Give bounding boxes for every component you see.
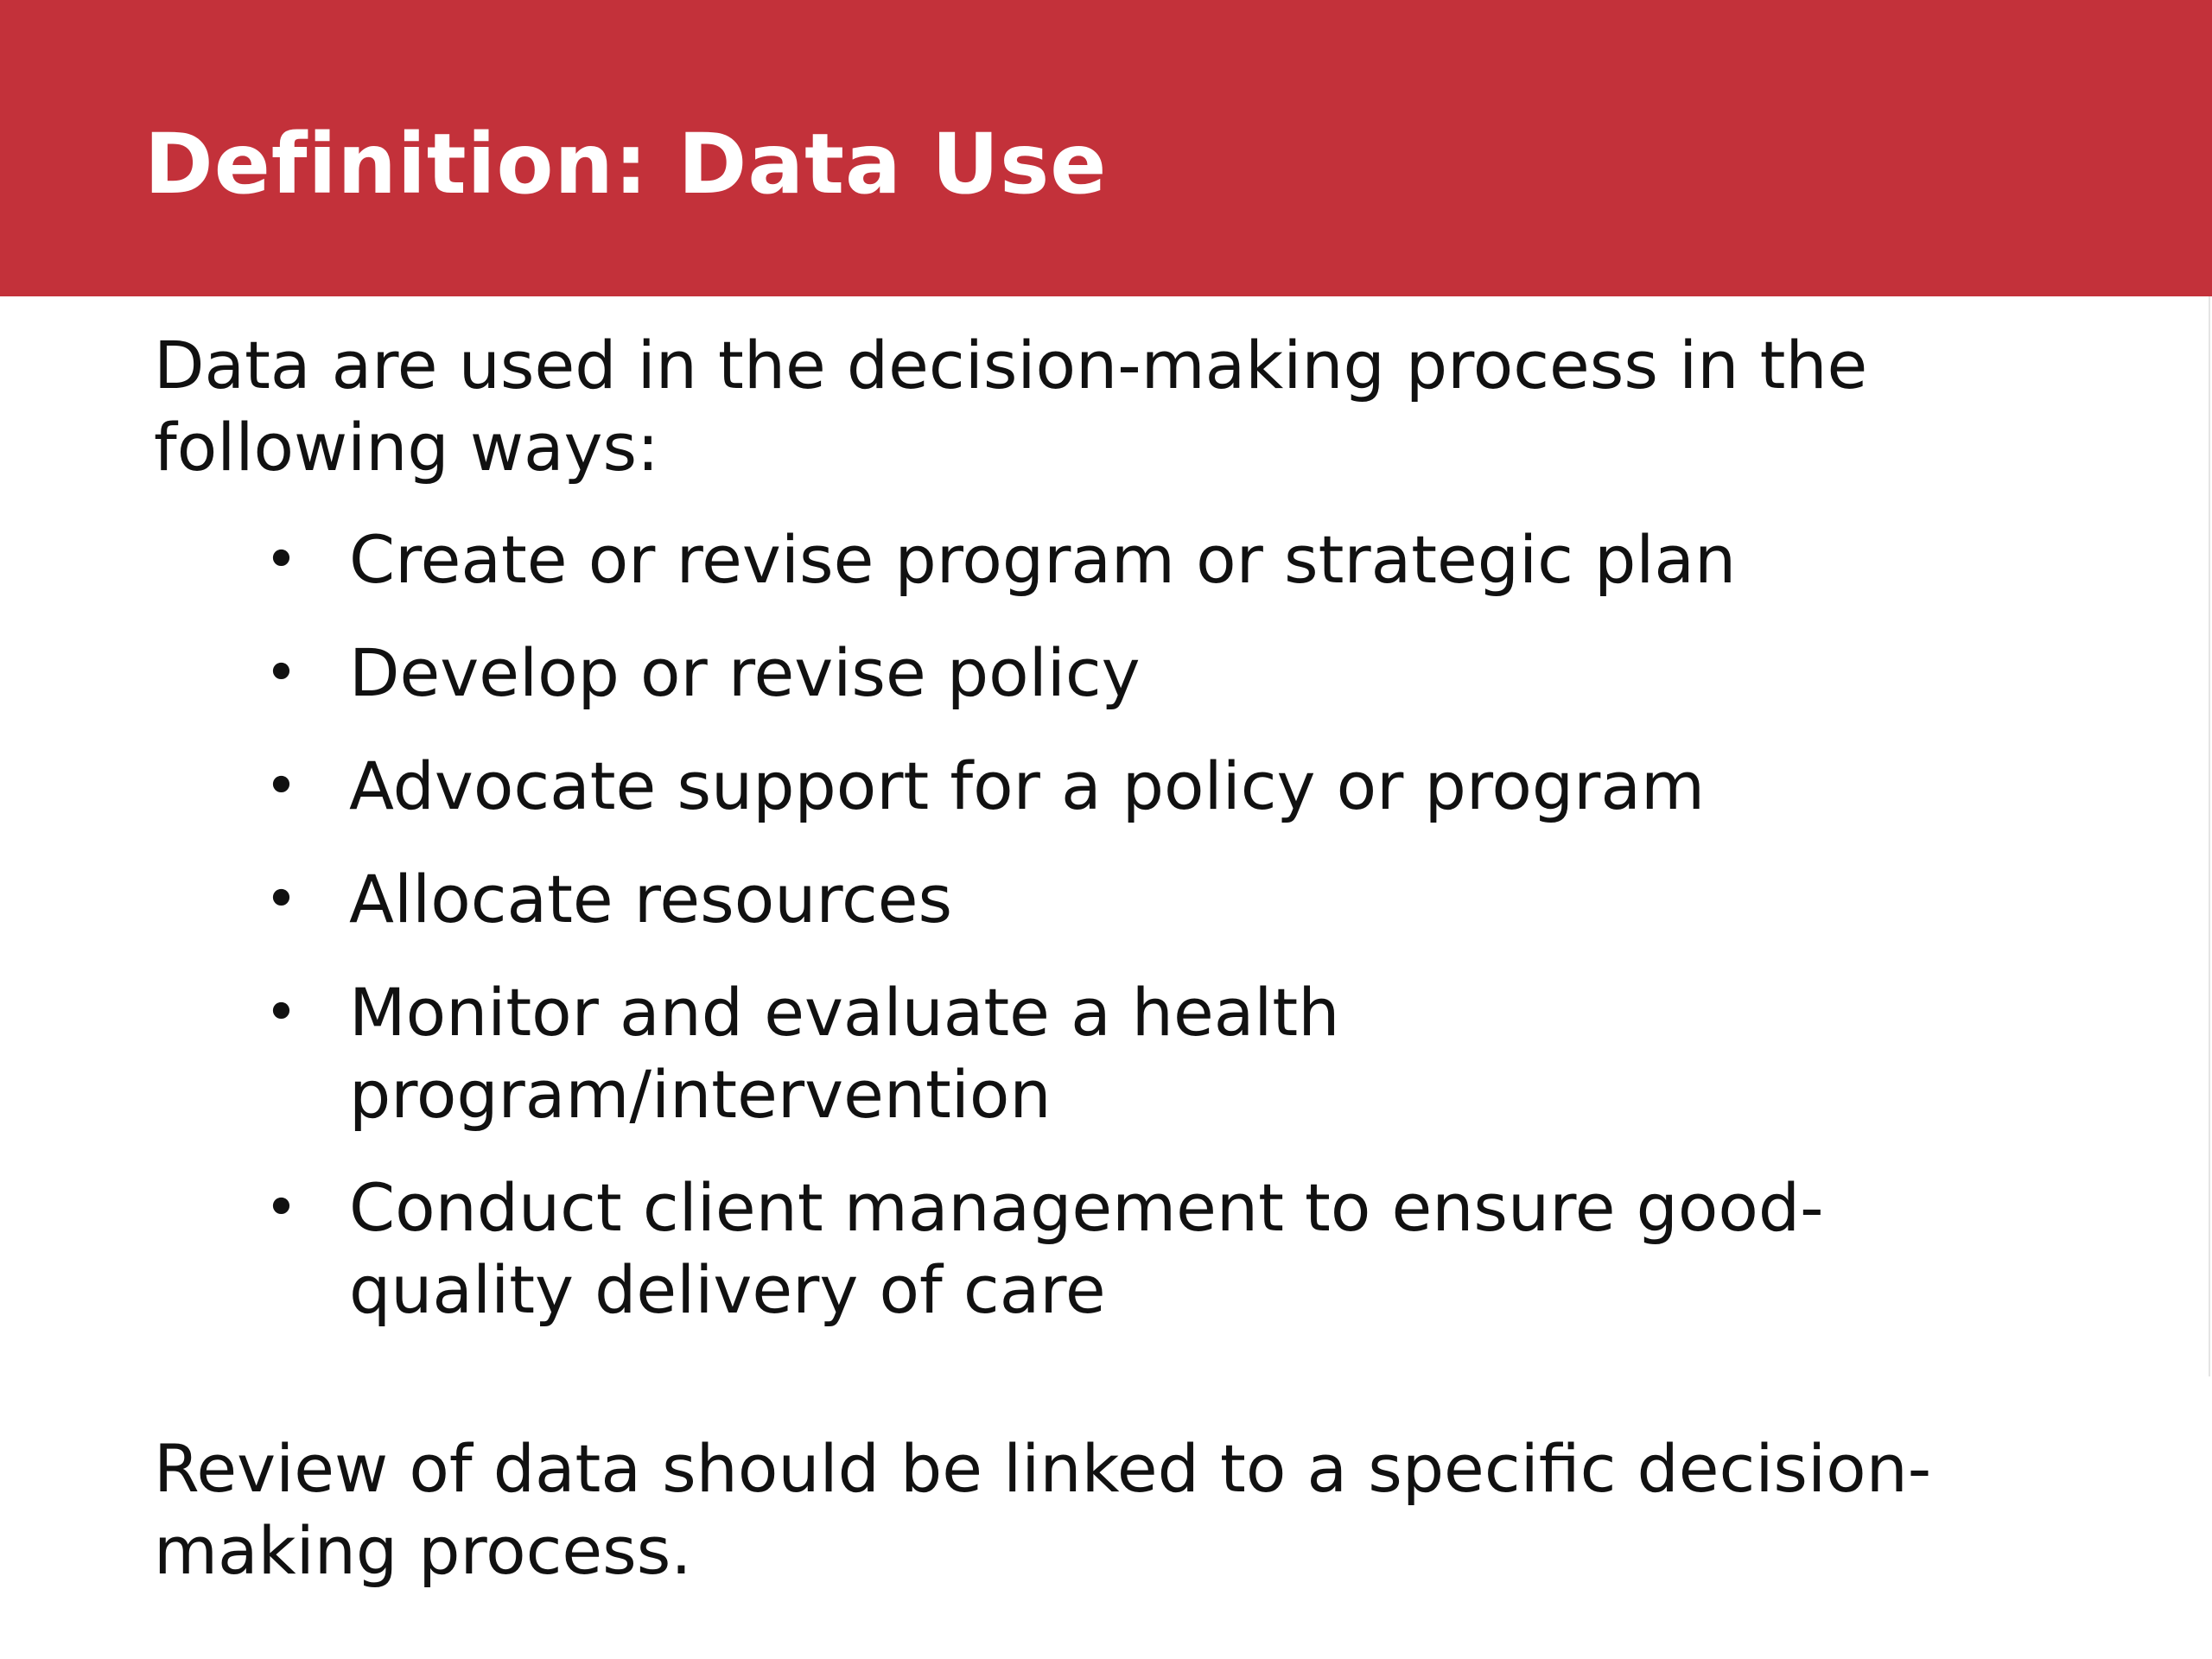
bullet-item <box>154 632 2034 714</box>
bullet-item <box>154 745 2034 827</box>
closing-paragraph: Review of data should be linked to a specific decision-making process. <box>154 1430 1932 1589</box>
bullet-text: Develop or revise policy <box>349 634 1141 711</box>
bullet-text: Create or revise program or strategic plan <box>349 521 1737 598</box>
bullet-dot-icon: • <box>264 979 298 1046</box>
bullet-dot-icon: • <box>264 639 298 706</box>
bullet-text: Allocate resources <box>349 861 953 938</box>
bullet-item <box>154 858 2034 940</box>
bullet-text: Conduct client management to ensure good-quality delivery of care <box>349 1169 1824 1328</box>
bullet-dot-icon: • <box>264 1174 298 1241</box>
slide-title: Definition: Data Use <box>144 116 1108 213</box>
bullet-dot-icon: • <box>264 866 298 932</box>
bullet-text: Advocate support for a policy or program <box>349 747 1705 824</box>
bullet-dot-icon: • <box>264 526 298 593</box>
bullet-item <box>154 1166 2034 1331</box>
intro-paragraph: Data are used in the decision-making process in the following ways: <box>154 327 1868 486</box>
bullet-text: Monitor and evaluate a health program/intervention <box>349 974 1340 1133</box>
bullet-item <box>154 518 2034 601</box>
bullet-dot-icon: • <box>264 753 298 819</box>
bullet-list <box>154 518 2055 1362</box>
title-bar <box>0 0 2212 296</box>
bullet-item <box>154 971 2034 1135</box>
right-edge-divider <box>2209 296 2210 1376</box>
